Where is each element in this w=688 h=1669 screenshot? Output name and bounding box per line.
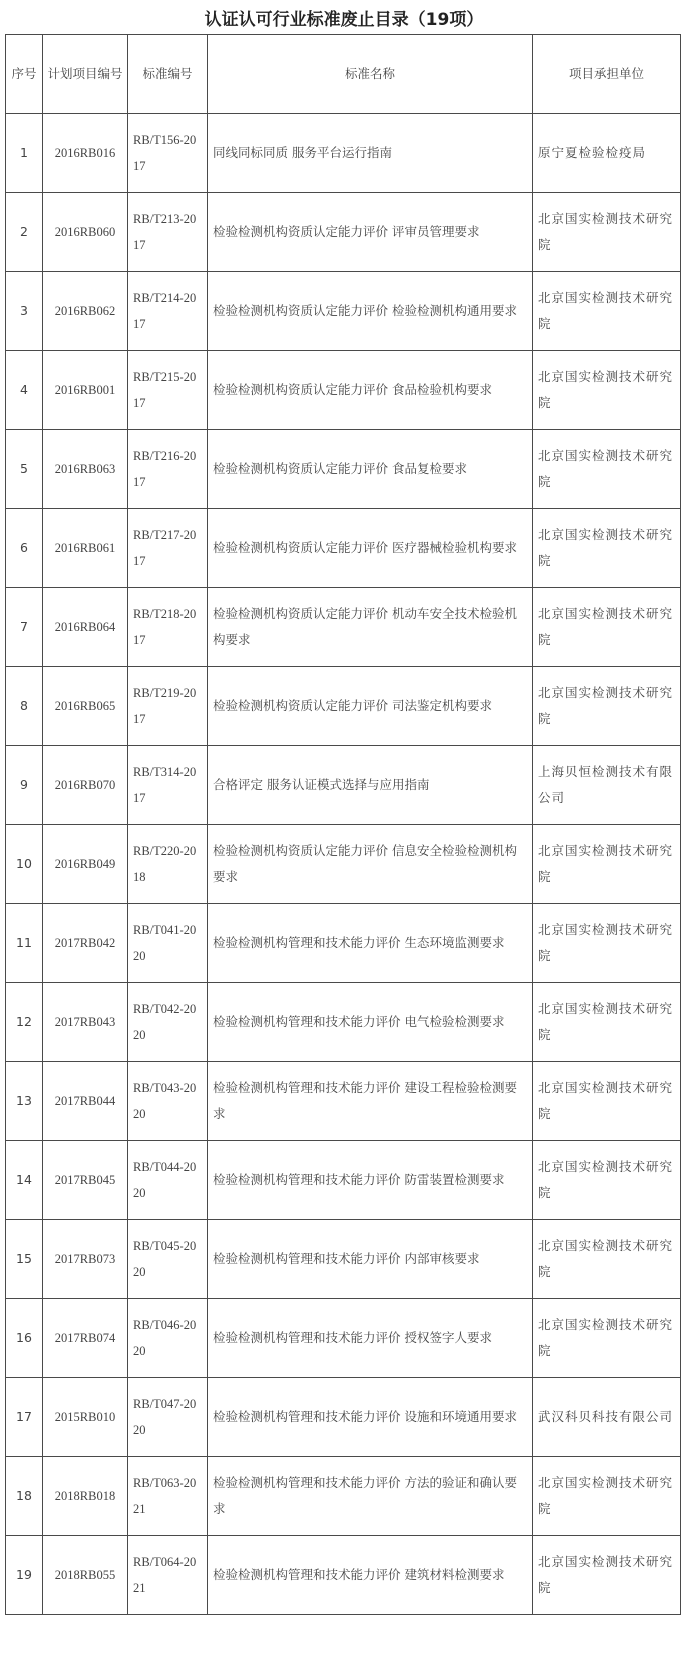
cell-standard-code: RB/T043-2020 <box>128 1062 208 1141</box>
cell-standard-name: 检验检测机构管理和技术能力评价 设施和环境通用要求 <box>208 1378 533 1457</box>
table-row <box>6 193 681 272</box>
cell-plan-number: 2018RB055 <box>43 1536 128 1615</box>
table-row <box>6 430 681 509</box>
cell-standard-code: RB/T063-2021 <box>128 1457 208 1536</box>
table-row <box>6 272 681 351</box>
cell-responsible-unit: 北京国实检测技术研究院 <box>533 351 681 430</box>
cell-serial-number: 13 <box>6 1062 43 1141</box>
cell-responsible-unit: 北京国实检测技术研究院 <box>533 272 681 351</box>
cell-standard-code: RB/T046-2020 <box>128 1299 208 1378</box>
header-standard-code: 标准编号 <box>128 35 208 114</box>
cell-standard-code: RB/T213-2017 <box>128 193 208 272</box>
table-row <box>6 825 681 904</box>
cell-plan-number: 2017RB044 <box>43 1062 128 1141</box>
cell-standard-code: RB/T219-2017 <box>128 667 208 746</box>
cell-serial-number: 2 <box>6 193 43 272</box>
cell-standard-name: 检验检测机构管理和技术能力评价 授权签字人要求 <box>208 1299 533 1378</box>
cell-serial-number: 5 <box>6 430 43 509</box>
cell-responsible-unit: 北京国实检测技术研究院 <box>533 667 681 746</box>
cell-standard-name: 检验检测机构管理和技术能力评价 电气检验检测要求 <box>208 983 533 1062</box>
cell-serial-number: 11 <box>6 904 43 983</box>
cell-plan-number: 2016RB063 <box>43 430 128 509</box>
cell-serial-number: 15 <box>6 1220 43 1299</box>
cell-serial-number: 4 <box>6 351 43 430</box>
cell-plan-number: 2016RB062 <box>43 272 128 351</box>
cell-standard-code: RB/T045-2020 <box>128 1220 208 1299</box>
cell-standard-code: RB/T218-2017 <box>128 588 208 667</box>
cell-standard-name: 检验检测机构资质认定能力评价 检验检测机构通用要求 <box>208 272 533 351</box>
cell-standard-name: 检验检测机构资质认定能力评价 食品复检要求 <box>208 430 533 509</box>
cell-serial-number: 8 <box>6 667 43 746</box>
cell-responsible-unit: 北京国实检测技术研究院 <box>533 1299 681 1378</box>
header-responsible-unit: 项目承担单位 <box>533 35 681 114</box>
cell-standard-name: 合格评定 服务认证模式选择与应用指南 <box>208 746 533 825</box>
cell-standard-code: RB/T214-2017 <box>128 272 208 351</box>
cell-standard-name: 检验检测机构管理和技术能力评价 防雷装置检测要求 <box>208 1141 533 1220</box>
cell-plan-number: 2017RB042 <box>43 904 128 983</box>
cell-standard-name: 检验检测机构资质认定能力评价 信息安全检验检测机构要求 <box>208 825 533 904</box>
cell-serial-number: 7 <box>6 588 43 667</box>
cell-responsible-unit: 上海贝恒检测技术有限公司 <box>533 746 681 825</box>
cell-standard-code: RB/T215-2017 <box>128 351 208 430</box>
page-title: 认证认可行业标准废止目录（19项） <box>204 10 484 30</box>
cell-responsible-unit: 北京国实检测技术研究院 <box>533 1141 681 1220</box>
cell-responsible-unit: 北京国实检测技术研究院 <box>533 509 681 588</box>
cell-standard-name: 检验检测机构管理和技术能力评价 生态环境监测要求 <box>208 904 533 983</box>
cell-serial-number: 10 <box>6 825 43 904</box>
cell-standard-code: RB/T064-2021 <box>128 1536 208 1615</box>
table-row <box>6 1141 681 1220</box>
table-row <box>6 1457 681 1536</box>
cell-serial-number: 6 <box>6 509 43 588</box>
cell-responsible-unit: 北京国实检测技术研究院 <box>533 588 681 667</box>
cell-responsible-unit: 北京国实检测技术研究院 <box>533 193 681 272</box>
table-row <box>6 114 681 193</box>
cell-responsible-unit: 北京国实检测技术研究院 <box>533 1536 681 1615</box>
cell-standard-code: RB/T042-2020 <box>128 983 208 1062</box>
table-row <box>6 983 681 1062</box>
cell-standard-code: RB/T314-2017 <box>128 746 208 825</box>
table-row <box>6 509 681 588</box>
cell-standard-name: 检验检测机构资质认定能力评价 医疗器械检验机构要求 <box>208 509 533 588</box>
cell-responsible-unit: 原宁夏检验检疫局 <box>533 114 681 193</box>
cell-serial-number: 3 <box>6 272 43 351</box>
table-row <box>6 588 681 667</box>
table-row <box>6 904 681 983</box>
cell-plan-number: 2016RB064 <box>43 588 128 667</box>
table-row <box>6 1536 681 1615</box>
table-row <box>6 746 681 825</box>
cell-standard-name: 检验检测机构管理和技术能力评价 建设工程检验检测要求 <box>208 1062 533 1141</box>
cell-responsible-unit: 北京国实检测技术研究院 <box>533 1062 681 1141</box>
cell-plan-number: 2017RB074 <box>43 1299 128 1378</box>
cell-standard-name: 检验检测机构管理和技术能力评价 内部审核要求 <box>208 1220 533 1299</box>
cell-standard-code: RB/T220-2018 <box>128 825 208 904</box>
cell-standard-name: 同线同标同质 服务平台运行指南 <box>208 114 533 193</box>
cell-plan-number: 2016RB049 <box>43 825 128 904</box>
cell-standard-name: 检验检测机构管理和技术能力评价 方法的验证和确认要求 <box>208 1457 533 1536</box>
header-plan-number: 计划项目编号 <box>43 35 128 114</box>
cell-standard-code: RB/T156-2017 <box>128 114 208 193</box>
cell-responsible-unit: 北京国实检测技术研究院 <box>533 430 681 509</box>
standards-table <box>5 34 681 1615</box>
cell-serial-number: 9 <box>6 746 43 825</box>
cell-standard-name: 检验检测机构资质认定能力评价 评审员管理要求 <box>208 193 533 272</box>
cell-plan-number: 2017RB045 <box>43 1141 128 1220</box>
cell-plan-number: 2018RB018 <box>43 1457 128 1536</box>
cell-standard-name: 检验检测机构资质认定能力评价 司法鉴定机构要求 <box>208 667 533 746</box>
cell-plan-number: 2016RB065 <box>43 667 128 746</box>
cell-plan-number: 2016RB001 <box>43 351 128 430</box>
header-standard-name: 标准名称 <box>208 35 533 114</box>
cell-plan-number: 2015RB010 <box>43 1378 128 1457</box>
table-row <box>6 1299 681 1378</box>
cell-plan-number: 2016RB070 <box>43 746 128 825</box>
cell-standard-name: 检验检测机构资质认定能力评价 食品检验机构要求 <box>208 351 533 430</box>
cell-standard-name: 检验检测机构资质认定能力评价 机动车安全技术检验机构要求 <box>208 588 533 667</box>
header-serial-number: 序号 <box>6 35 43 114</box>
cell-responsible-unit: 北京国实检测技术研究院 <box>533 1220 681 1299</box>
cell-serial-number: 16 <box>6 1299 43 1378</box>
cell-serial-number: 17 <box>6 1378 43 1457</box>
cell-responsible-unit: 北京国实检测技术研究院 <box>533 1457 681 1536</box>
cell-standard-code: RB/T216-2017 <box>128 430 208 509</box>
cell-plan-number: 2017RB043 <box>43 983 128 1062</box>
cell-responsible-unit: 北京国实检测技术研究院 <box>533 825 681 904</box>
cell-standard-code: RB/T047-2020 <box>128 1378 208 1457</box>
table-row <box>6 1220 681 1299</box>
cell-standard-code: RB/T217-2017 <box>128 509 208 588</box>
table-row <box>6 1378 681 1457</box>
cell-responsible-unit: 北京国实检测技术研究院 <box>533 904 681 983</box>
cell-serial-number: 19 <box>6 1536 43 1615</box>
cell-standard-name: 检验检测机构管理和技术能力评价 建筑材料检测要求 <box>208 1536 533 1615</box>
table-row <box>6 351 681 430</box>
table-header-row <box>6 35 681 114</box>
cell-serial-number: 12 <box>6 983 43 1062</box>
table-row <box>6 667 681 746</box>
cell-plan-number: 2016RB061 <box>43 509 128 588</box>
cell-plan-number: 2016RB016 <box>43 114 128 193</box>
cell-responsible-unit: 北京国实检测技术研究院 <box>533 983 681 1062</box>
cell-serial-number: 1 <box>6 114 43 193</box>
cell-plan-number: 2016RB060 <box>43 193 128 272</box>
cell-standard-code: RB/T044-2020 <box>128 1141 208 1220</box>
table-row <box>6 1062 681 1141</box>
cell-responsible-unit: 武汉科贝科技有限公司 <box>533 1378 681 1457</box>
cell-serial-number: 18 <box>6 1457 43 1536</box>
cell-serial-number: 14 <box>6 1141 43 1220</box>
cell-standard-code: RB/T041-2020 <box>128 904 208 983</box>
cell-plan-number: 2017RB073 <box>43 1220 128 1299</box>
